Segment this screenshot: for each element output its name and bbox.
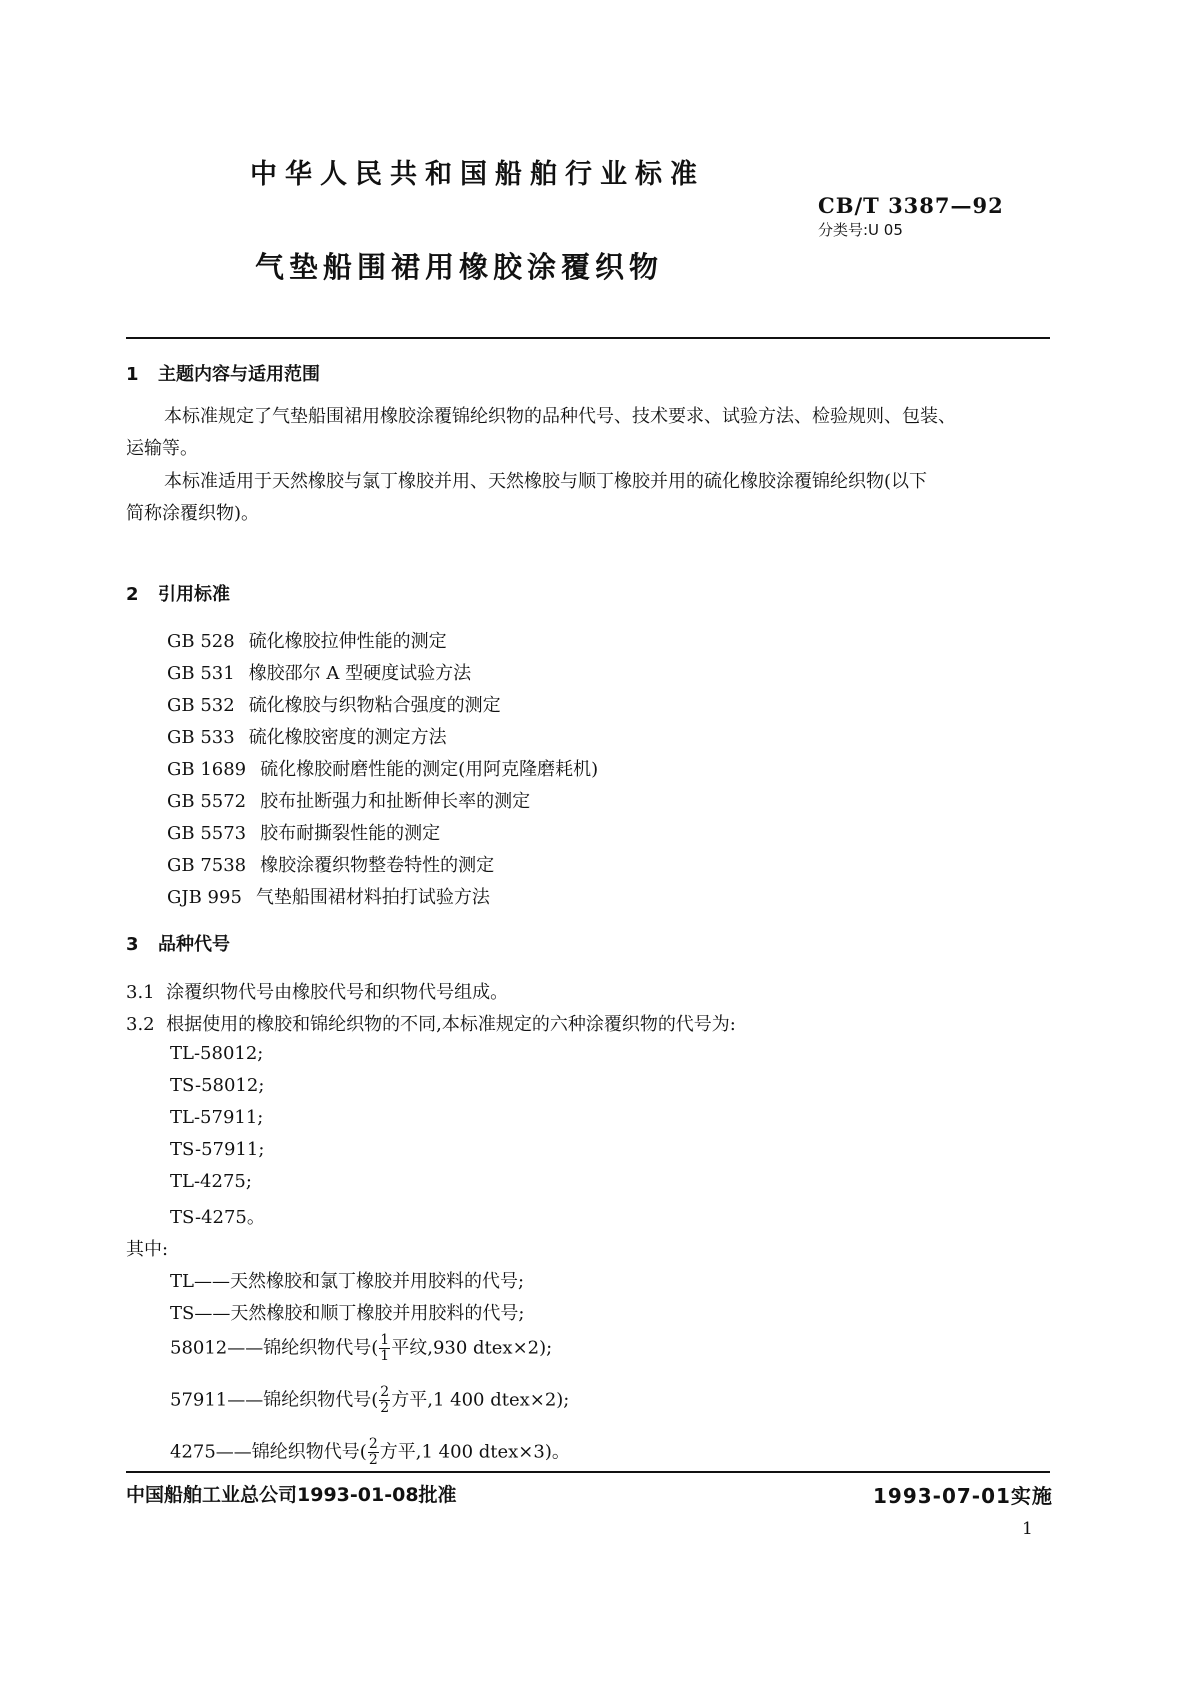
variety-code: TL-57911; [170, 1107, 264, 1128]
paragraph-line: 本标准适用于天然橡胶与氯丁橡胶并用、天然橡胶与顺丁橡胶并用的硫化橡胶涂覆锦纶织物(以下 [164, 471, 928, 492]
section-title: 品种代号 [158, 934, 230, 955]
document-title: 气垫船围裙用橡胶涂覆织物 [255, 250, 664, 284]
variety-code: TS-4275。 [170, 1207, 265, 1228]
reference-title: 硫化橡胶耐磨性能的测定(用阿克隆磨耗机) [260, 759, 599, 780]
section-number: 3 [126, 934, 139, 955]
classification-number: 分类号:U 05 [818, 221, 903, 239]
footer-divider [126, 1471, 1050, 1473]
reference-code: GB 7538 [167, 855, 247, 876]
variety-code: TL-58012; [170, 1043, 264, 1064]
fabric-code-definition-58012 [170, 1333, 552, 1364]
clause-3-2 [126, 1010, 736, 1036]
reference-item [167, 755, 598, 781]
fraction-denominator: 1 [380, 1348, 390, 1364]
fraction-numerator: 2 [368, 1436, 378, 1452]
reference-title: 胶布扯断强力和扯断伸长率的测定 [260, 791, 531, 812]
fabric-code-prefix: 57911——锦纶织物代号( [170, 1389, 379, 1411]
fabric-code-suffix: 方平,1 400 dtex×2); [391, 1389, 570, 1411]
section-3-heading [126, 930, 230, 956]
clause-number: 3.1 [126, 982, 155, 1003]
reference-code: GB 528 [167, 631, 235, 652]
reference-code: GB 532 [167, 695, 235, 716]
fabric-code-suffix: 方平,1 400 dtex×3)。 [379, 1441, 570, 1463]
fraction-denominator: 2 [368, 1452, 378, 1468]
reference-item [167, 659, 471, 685]
approval-date: 中国船舶工业总公司1993-01-08批准 [126, 1484, 457, 1506]
reference-code: GB 5572 [167, 791, 247, 812]
variety-code: TS-57911; [170, 1139, 265, 1160]
reference-item [167, 787, 530, 813]
reference-item [167, 691, 501, 717]
fabric-code-definition-4275 [170, 1437, 570, 1468]
fabric-code-prefix: 58012——锦纶织物代号( [170, 1337, 379, 1359]
fabric-code-definition-57911 [170, 1385, 569, 1416]
paragraph-line: 简称涂覆织物)。 [126, 503, 260, 524]
standard-name: 中华人民共和国船舶行业标准 [250, 159, 705, 190]
reference-title: 胶布耐撕裂性能的测定 [260, 823, 441, 844]
clause-text: 根据使用的橡胶和锦纶织物的不同,本标准规定的六种涂覆织物的代号为: [166, 1014, 736, 1035]
section-number: 2 [126, 584, 139, 605]
rubber-code-definition-ts: TS——天然橡胶和顺丁橡胶并用胶料的代号; [170, 1303, 525, 1324]
reference-item [167, 883, 490, 909]
section-number: 1 [126, 364, 139, 385]
section-title: 引用标准 [158, 584, 230, 605]
reference-code: GJB 995 [167, 887, 242, 908]
reference-title: 橡胶邵尔 A 型硬度试验方法 [248, 663, 472, 684]
reference-title: 硫化橡胶密度的测定方法 [248, 727, 447, 748]
paragraph-line: 运输等。 [126, 438, 198, 459]
section-1-paragraph-1 [126, 401, 1050, 465]
reference-title: 橡胶涂覆织物整卷特性的测定 [260, 855, 495, 876]
fraction-denominator: 2 [380, 1400, 390, 1416]
reference-code: GB 533 [167, 727, 235, 748]
section-1-paragraph-2 [126, 466, 1050, 530]
standard-code: CB/T 3387—92 [818, 193, 1004, 218]
variety-code: TS-58012; [170, 1075, 265, 1096]
clause-number: 3.2 [126, 1014, 155, 1035]
reference-item [167, 851, 494, 877]
variety-code: TL-4275; [170, 1171, 252, 1192]
page-number: 1 [1022, 1519, 1033, 1539]
reference-title: 硫化橡胶拉伸性能的测定 [248, 631, 447, 652]
clause-3-1 [126, 978, 508, 1004]
reference-title: 气垫船围裙材料拍打试验方法 [255, 887, 490, 908]
fraction-numerator: 1 [380, 1332, 390, 1348]
weave-fraction [379, 1385, 390, 1416]
weave-fraction [368, 1437, 379, 1468]
reference-code: GB 531 [167, 663, 235, 684]
reference-title: 硫化橡胶与织物粘合强度的测定 [248, 695, 501, 716]
implementation-date: 1993-07-01实施 [873, 1484, 1053, 1508]
reference-item [167, 627, 447, 653]
paragraph-line: 本标准规定了气垫船围裙用橡胶涂覆锦纶织物的品种代号、技术要求、试验方法、检验规则、包装、 [164, 406, 956, 427]
header-divider [126, 337, 1050, 339]
rubber-code-definition-tl: TL——天然橡胶和氯丁橡胶并用胶料的代号; [170, 1271, 525, 1292]
reference-code: GB 1689 [167, 759, 247, 780]
fabric-code-suffix: 平纹,930 dtex×2); [391, 1337, 553, 1359]
fraction-numerator: 2 [380, 1384, 390, 1400]
reference-item [167, 723, 447, 749]
fabric-code-prefix: 4275——锦纶织物代号( [170, 1441, 367, 1463]
section-title: 主题内容与适用范围 [158, 364, 320, 385]
weave-fraction [379, 1333, 390, 1364]
clause-text: 涂覆织物代号由橡胶代号和织物代号组成。 [166, 982, 509, 1003]
where-label: 其中: [126, 1239, 169, 1260]
reference-item [167, 819, 440, 845]
section-2-heading [126, 580, 230, 606]
reference-code: GB 5573 [167, 823, 247, 844]
section-1-heading [126, 360, 320, 386]
